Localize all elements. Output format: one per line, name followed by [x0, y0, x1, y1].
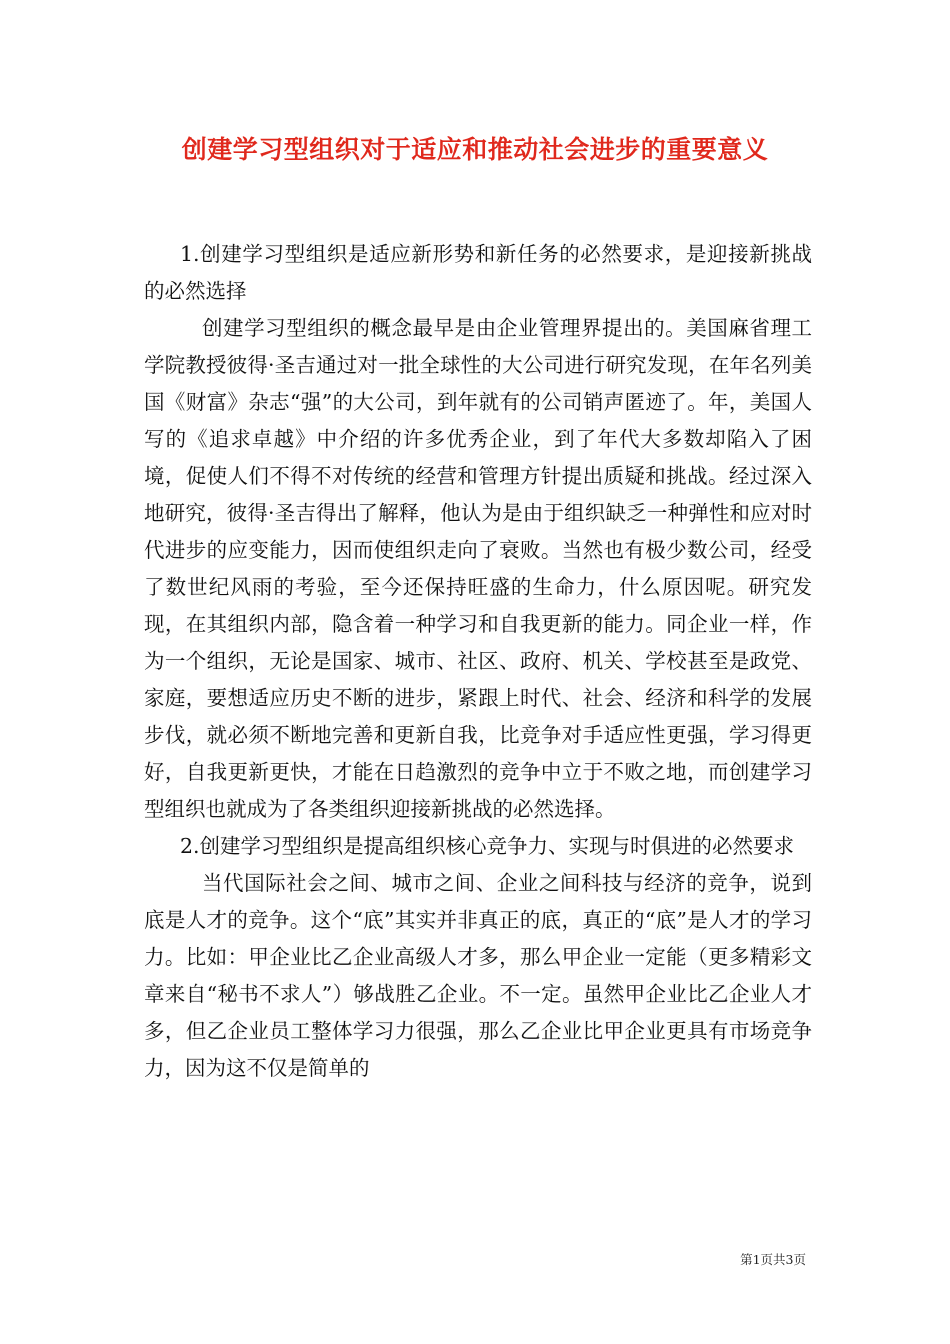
section-heading-2: 2.创建学习型组织是提高组织核心竞争力、实现与时俱进的必然要求: [180, 834, 795, 858]
paragraph-1: 创建学习型组织的概念最早是由企业管理界提出的。美国麻省理工学院教授彼得·圣吉通过对一批全球性的大公司进行研究发现，在年名列美国《财富》杂志“强”的大公司，到年就有的公司销声匿迹了。年，美国人写的《追求卓越》中介绍的许多优秀企业，到了年代大多数却陷入了困境，促使人们不得不对传统的经营和管理方针提出质疑和挑战。经过深入地研究，彼得·圣吉得出了解释，他认为是由于组织缺乏一种弹性和应对时代进步的应变能力，因而使组织走向了衰败。当然也有极少数公司，经受了数世纪风雨的考验，至今还保持旺盛的生命力，什么原因呢。研究发现，在其组织内部，隐含着一种学习和自我更新的能力。同企业一样，作为一个组织，无论是国家、城市、社区、政府、机关、学校甚至是政党、家庭，要想适应历史不断的进步，紧跟上时代、社会、经济和科学的发展步伐，就必须不断地完善和更新自我，比竞争对手适应性更强，学习得更好，自我更新更快，才能在日趋激烈的竞争中立于不败之地，而创建学习型组织也就成为了各类组织迎接新挑战的必然选择。: [144, 316, 812, 821]
document-body: [144, 236, 812, 1087]
page-footer: 第1页共3页: [740, 1252, 806, 1267]
document-title: 创建学习型组织对于适应和推动社会进步的重要意义: [181, 135, 769, 164]
paragraph-2: 当代国际社会之间、城市之间、企业之间科技与经济的竞争，说到底是人才的竞争。这个“底”其实并非真正的底，真正的“底”是人才的学习力。比如：甲企业比乙企业高级人才多，那么甲企业一定能（更多精彩文章来自“秘书不求人”）够战胜乙企业。不一定。虽然甲企业比乙企业人才多，但乙企业员工整体学习力很强，那么乙企业比甲企业更具有市场竞争力，因为这不仅是简单的: [144, 871, 812, 1080]
section-heading-1: 1.创建学习型组织是适应新形势和新任务的必然要求，是迎接新挑战的必然选择: [144, 242, 812, 303]
